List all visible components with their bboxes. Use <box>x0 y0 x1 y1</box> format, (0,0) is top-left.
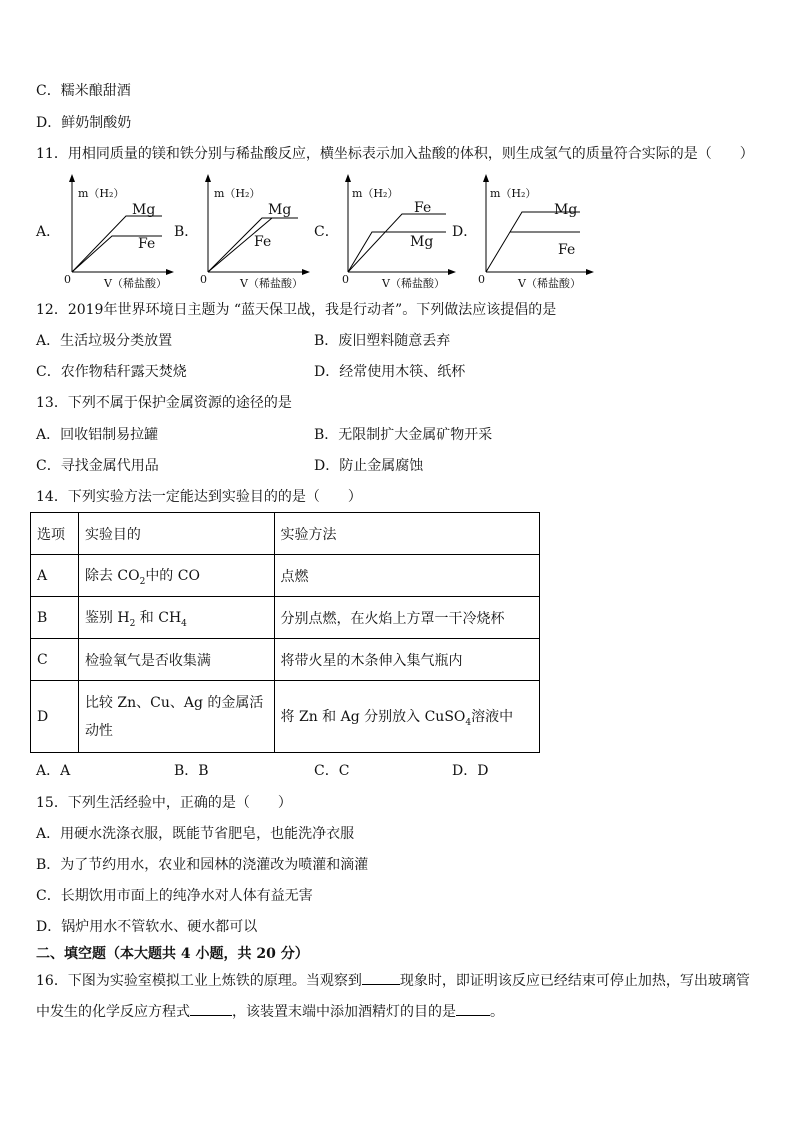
answer-blank-3[interactable] <box>456 1001 490 1016</box>
table-cell-option: C <box>31 639 79 681</box>
graph-b-fe-line <box>208 218 298 272</box>
q13-stem: 13．下列不属于保护金属资源的途径的是 <box>36 395 292 411</box>
q10-option-d: D．鲜奶制酸奶 <box>36 115 132 131</box>
graph-d-ylabel: m（H₂） <box>490 187 537 200</box>
table-header-option: 选项 <box>31 513 79 555</box>
q16-line-2: 中发生的化学反应方程式 ，该装置末端中添加酒精灯的目的是 。 <box>36 1001 504 1022</box>
table-cell-option: B <box>31 597 79 639</box>
graph-b-top-label: Mg <box>268 202 292 218</box>
table-cell-goal: 鉴别 $H_2$ 和 $CH_4$ <box>78 597 274 639</box>
graph-b-option: B． <box>174 224 199 240</box>
graph-c-origin: 0 <box>342 273 349 286</box>
q14-option-c: C．C <box>314 763 350 779</box>
graph-d-xlabel: V（稀盐酸） <box>518 277 581 290</box>
q13-option-c: C．寻找金属代用品 <box>36 458 159 474</box>
graph-b-ylabel: m（H₂） <box>214 187 261 200</box>
graph-a-origin: 0 <box>64 273 71 286</box>
graph-c-option: C． <box>314 224 339 240</box>
q12-option-b: B．废旧塑料随意丢弃 <box>314 333 451 349</box>
answer-blank-1[interactable] <box>362 970 400 985</box>
graph-c-xlabel: V（稀盐酸） <box>382 277 445 290</box>
q11-stem: 11．用相同质量的镁和铁分别与稀盐酸反应，横坐标表示加入盐酸的体积，则生成氢气的质量符合实际的是（ ） <box>36 146 754 162</box>
table-row <box>31 639 540 681</box>
graph-c-top-label: Fe <box>414 200 432 216</box>
table-cell-goal: 比较 Zn、Cu、Ag 的金属活动性 <box>78 681 274 753</box>
table-cell-method: 将 Zn 和 Ag 分别放入 CuSO$_4$溶液中 <box>274 681 539 753</box>
graph-b-xlabel: V（稀盐酸） <box>240 277 303 290</box>
q13-option-a: A．回收铝制易拉罐 <box>36 427 159 443</box>
q13-option-b: B．无限制扩大金属矿物开采 <box>314 427 493 443</box>
graph-d-origin: 0 <box>478 273 485 286</box>
graph-d-option: D． <box>452 224 478 240</box>
table-header-row <box>31 513 540 555</box>
q16-line-1: 16．下图为实验室模拟工业上炼铁的原理。当观察到 现象时，即证明该反应已经结束可停止加热，写出玻璃管 <box>36 970 750 991</box>
table-cell-method: 分别点燃，在火焰上方罩一干冷烧杯 <box>274 597 539 639</box>
table-header-method: 实验方法 <box>274 513 539 555</box>
table-row <box>31 597 540 639</box>
q15-option-d: D．锅炉用水不管软水、硬水都可以 <box>36 919 258 935</box>
q15-stem: 15．下列生活经验中，正确的是（ ） <box>36 795 292 811</box>
graph-b-bottom-label: Fe <box>254 234 272 250</box>
q14-option-b: B．B <box>174 763 209 779</box>
graph-d-bottom-label: Fe <box>558 242 576 258</box>
q12-stem: 12．2019年世界环境日主题为 “蓝天保卫战，我是行动者”。下列做法应该提倡的是 <box>36 302 557 318</box>
table-header-goal: 实验目的 <box>78 513 274 555</box>
q14-table <box>30 512 540 753</box>
section-2-title: 二、填空题（本大题共 4 小题，共 20 分） <box>36 946 309 962</box>
graph-b-mg-line <box>208 218 298 272</box>
table-cell-option: D <box>31 681 79 753</box>
q14-option-a: A．A <box>36 763 71 779</box>
q14-stem: 14．下列实验方法一定能达到实验目的的是（ ） <box>36 489 362 505</box>
graph-a-xlabel: V（稀盐酸） <box>104 277 167 290</box>
table-cell-method: 将带火星的木条伸入集气瓶内 <box>274 639 539 681</box>
table-cell-option: A <box>31 555 79 597</box>
graph-d-top-label: Mg <box>554 202 578 218</box>
q11-graphs <box>36 172 596 294</box>
graph-a-ylabel: m（H₂） <box>78 187 125 200</box>
graph-a-top-label: Mg <box>132 202 156 218</box>
q14-option-d: D．D <box>452 763 489 779</box>
q12-option-d: D．经常使用木筷、纸杯 <box>314 364 466 380</box>
answer-blank-2[interactable] <box>190 1001 232 1016</box>
table-cell-goal: 检验氧气是否收集满 <box>78 639 274 681</box>
q12-option-a: A．生活垃圾分类放置 <box>36 333 173 349</box>
q12-option-c: C．农作物秸秆露天焚烧 <box>36 364 187 380</box>
q15-option-c: C．长期饮用市面上的纯净水对人体有益无害 <box>36 888 313 904</box>
q15-option-b: B．为了节约用水，农业和园林的浇灌改为喷灌和滴灌 <box>36 857 369 873</box>
graph-b-origin: 0 <box>200 273 207 286</box>
q13-option-d: D．防止金属腐蚀 <box>314 458 424 474</box>
q15-option-a: A．用硬水洗涤衣服，既能节省肥皂，也能洗净衣服 <box>36 826 355 842</box>
table-row <box>31 555 540 597</box>
q10-option-c: C．糯米酿甜酒 <box>36 83 131 99</box>
table-cell-method: 点燃 <box>274 555 539 597</box>
graph-c-bottom-label: Mg <box>410 234 434 250</box>
table-cell-goal: 除去 $CO_2$中的 CO <box>78 555 274 597</box>
graph-a-bottom-label: Fe <box>138 236 156 252</box>
table-row <box>31 681 540 753</box>
graph-a-option: A． <box>36 224 61 240</box>
graph-c-ylabel: m（H₂） <box>352 187 399 200</box>
